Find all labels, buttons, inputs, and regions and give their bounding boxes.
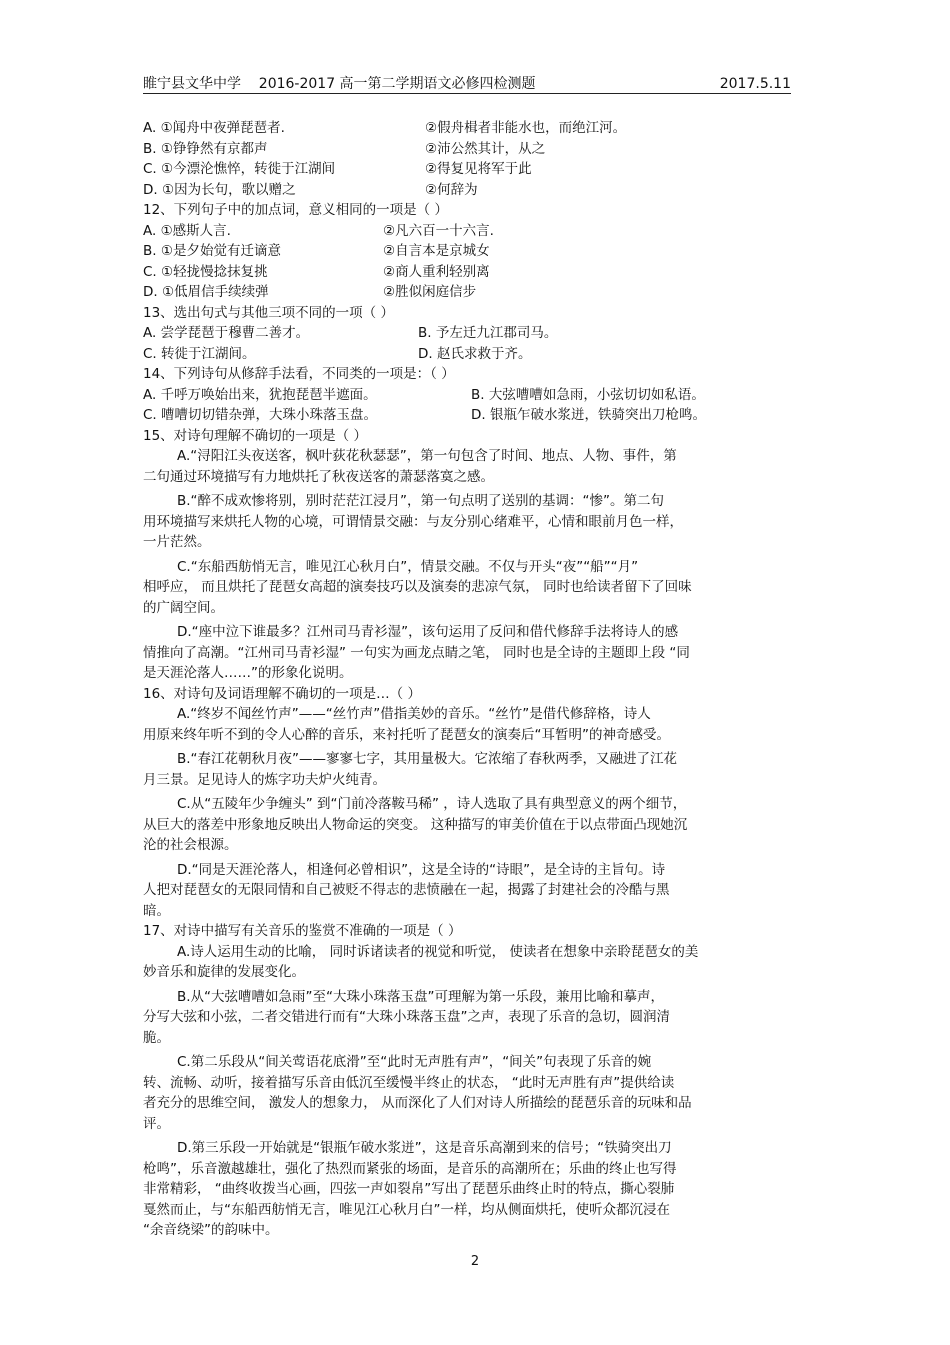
question-stem: 13、选出句式与其他三项不同的一项（ ）: [143, 304, 394, 321]
option-b-paragraph: [143, 987, 793, 1049]
option-c-paragraph: [143, 557, 793, 619]
option-c-paragraph: [143, 794, 793, 856]
question-stem: 16、对诗句及词语理解不确切的一项是…（ ）: [143, 685, 421, 702]
option-d-1: D. ①低眉信手续续弹: [143, 284, 269, 300]
text-line: D.“同是天涯沦落人，相逢何必曾相识”，这是全诗的“诗眼”，是全诗的主旨句。诗: [177, 861, 666, 878]
option-row: [143, 385, 793, 406]
text-line: A.诗人运用生动的比喻， 同时诉诸读者的视觉和听觉， 使读者在想象中亲聆琵琶女的美: [177, 943, 699, 960]
text-line: D.第三乐段一开始就是“银瓶乍破水浆迸”，这是音乐高潮到来的信号；“铁骑突出刀: [177, 1140, 672, 1156]
text-line: 一片茫然。: [143, 534, 211, 550]
option-row: [143, 139, 793, 160]
option-d: D. 赵氏求救于齐。: [418, 345, 532, 362]
option-a-2: ②凡六百一十六言.: [383, 222, 494, 239]
option-a: A. 千呼万唤始出来，犹抱琵琶半遮面。: [143, 386, 377, 403]
option-b: B. 予左迁九江郡司马。: [418, 325, 558, 341]
text-line: 转、流畅、动听，接着描写乐音由低沉至缓慢半终止的状态， “此时无声胜有声”提供给读: [143, 1074, 675, 1091]
question-12: [143, 200, 793, 303]
option-c: C. 嘈嘈切切错杂弹，大珠小珠落玉盘。: [143, 407, 378, 423]
option-row: [143, 344, 793, 365]
text-line: 用原来终年听不到的令人心醉的音乐，来衬托听了琵琶女的演奏后“耳暂明”的神奇感受。: [143, 726, 670, 743]
page-header: [143, 74, 791, 94]
option-d: D. 银瓶乍破水浆迸，铁骑突出刀枪鸣。: [471, 407, 706, 423]
option-row: [143, 118, 793, 139]
option-c-2: ②得复见将军于此: [425, 161, 532, 177]
option-a-paragraph: [143, 446, 793, 487]
text-line: 沦的社会根源。: [143, 837, 238, 853]
text-line: 暗。: [143, 902, 170, 919]
text-line: 枪鸣”，乐音激越雄壮，强化了热烈而紧张的场面，是音乐的高潮所在；乐曲的终止也写得: [143, 1160, 677, 1177]
option-b-1: B. ①铮铮然有京都声: [143, 140, 268, 157]
text-line: 月三景。足见诗人的炼字功夫炉火纯青。: [143, 771, 386, 788]
question-stem: 15、对诗句理解不确切的一项是（ ）: [143, 427, 367, 444]
option-c: C. 转徙于江湖间。: [143, 345, 256, 362]
option-b-paragraph: [143, 749, 793, 790]
option-row: [143, 405, 793, 426]
option-row: [143, 241, 793, 262]
text-line: C.第二乐段从“间关莺语花底滑”至“此时无声胜有声”，“间关”句表现了乐音的婉: [177, 1054, 652, 1070]
text-line: 非常精彩， “曲终收拨当心画，四弦一声如裂帛”写出了琵琶乐曲终止时的特点，撕心裂肺: [143, 1181, 675, 1197]
page-body: [143, 118, 793, 1241]
text-line: C.从“五陵年少争缠头” 到“门前冷落鞍马稀” ，诗人选取了具有典型意义的两个细节，: [177, 796, 687, 812]
header-date: 2017.5.11: [719, 76, 791, 92]
text-line: 情推向了高潮。“江州司马青衫湿” 一句实为画龙点睛之笔， 同时也是全诗的主题即上段 “同: [143, 644, 690, 661]
option-row: [143, 159, 793, 180]
option-b-paragraph: [143, 491, 793, 553]
text-line: A.“浔阳江头夜送客，枫叶荻花秋瑟瑟”，第一句包含了时间、地点、人物、事件，第: [177, 448, 677, 464]
option-c-1: C. ①今漂沦憔悴，转徙于江湖间: [143, 161, 336, 177]
page-number: 2: [470, 1254, 480, 1269]
question-stem: 14、下列诗句从修辞手法看，不同类的一项是：（ ）: [143, 366, 455, 382]
header-title: 睢宁县文华中学 2016-2017 高一第二学期语文必修四检测题: [143, 76, 536, 92]
text-line: 用环境描写来烘托人物的心境，可谓情景交融：与友分别心绪难平，心情和眼前月色一样，: [143, 513, 683, 530]
text-line: 戛然而止，与“东船西舫悄无言，唯见江心秋月白”一样，均从侧面烘托，使听众都沉浸在: [143, 1201, 670, 1218]
option-c-1: C. ①轻拢慢捻抹复挑: [143, 263, 268, 280]
question-17: [143, 921, 793, 1241]
option-b-2: ②沛公然其计，从之: [425, 140, 546, 157]
text-line: B.“醉不成欢惨将别，别时茫茫江浸月”，第一句点明了送别的基调：“惨”。第二句: [177, 493, 665, 509]
option-a-paragraph: [143, 942, 793, 983]
text-line: B.从“大弦嘈嘈如急雨”至“大珠小珠落玉盘”可理解为第一乐段，兼用比喻和摹声，: [177, 988, 665, 1005]
option-row: [143, 180, 793, 201]
text-line: C.“东船西舫悄无言，唯见江心秋月白”，情景交融。不仅与开头“夜”“船”“月”: [177, 558, 639, 575]
text-line: 者充分的思维空间， 激发人的想象力， 从而深化了人们对诗人所描绘的琵琶乐音的玩味和品: [143, 1095, 692, 1111]
option-d-2: ②何辞为: [425, 181, 478, 198]
text-line: B.“春江花朝秋月夜”——寥寥七字，其用量极大。它浓缩了春秋两季，又融进了江花: [177, 751, 678, 767]
text-line: 是天涯沦落人……”的形象化说明。: [143, 665, 353, 681]
option-d-paragraph: [143, 622, 793, 684]
text-line: 二句通过环境描写有力地烘托了秋夜送客的萧瑟落寞之感。: [143, 468, 494, 485]
option-a-paragraph: [143, 704, 793, 745]
question-stem: 17、对诗中描写有关音乐的鉴赏不准确的一项是（ ）: [143, 923, 462, 939]
option-d-2: ②胜似闲庭信步: [383, 284, 477, 300]
option-b-2: ②自言本是京城女: [383, 243, 490, 259]
text-line: 脆。: [143, 1029, 170, 1046]
question-stem: 12、下列句子中的加点词，意义相同的一项是（ ）: [143, 202, 448, 218]
option-row: [143, 262, 793, 283]
option-row: [143, 221, 793, 242]
text-line: 相呼应， 而且烘托了琵琶女高超的演奏技巧以及演奏的悲凉气氛， 同时也给读者留下了回味: [143, 579, 692, 595]
question-13: [143, 303, 793, 365]
option-d-paragraph: [143, 1138, 793, 1241]
text-line: D.“座中泣下谁最多？江州司马青衫湿”，该句运用了反问和借代修辞手法将诗人的感: [177, 624, 679, 640]
option-a: A. 尝学琵琶于穆曹二善才。: [143, 325, 310, 341]
option-a-1: A. ①闻舟中夜弹琵琶者.: [143, 120, 285, 136]
text-line: A.“终岁不闻丝竹声”——“丝竹声”借指美妙的音乐。“丝竹”是借代修辞格，诗人: [177, 706, 651, 722]
option-d-paragraph: [143, 860, 793, 922]
option-a-1: A. ①感斯人言.: [143, 222, 231, 239]
option-d-1: D. ①因为长句，歌以赠之: [143, 181, 296, 198]
text-line: 分写大弦和小弦，二者交错进行而有“大珠小珠落玉盘”之声，表现了乐音的急切，圆润清: [143, 1009, 670, 1025]
option-row: [143, 323, 793, 344]
question-16: [143, 684, 793, 922]
header-rule: [143, 93, 791, 94]
text-line: 人把对琵琶女的无限同情和自己被贬不得志的悲愤融在一起，揭露了封建社会的冷酷与黑: [143, 882, 670, 898]
option-c-paragraph: [143, 1052, 793, 1134]
question-15: [143, 426, 793, 684]
text-line: 评。: [143, 1115, 170, 1132]
text-line: 妙音乐和旋律的发展变化。: [143, 964, 305, 980]
question-11-options: [143, 118, 793, 200]
text-line: 从巨大的落差中形象地反映出人物命运的突变。 这种描写的审美价值在于以点带面凸现她沉: [143, 816, 688, 833]
option-b-1: B. ①是夕始觉有迁谪意: [143, 243, 281, 259]
question-14: [143, 364, 793, 426]
text-line: “余音绕梁”的韵味中。: [143, 1222, 279, 1238]
text-line: 的广阔空间。: [143, 599, 224, 616]
option-row: [143, 282, 793, 303]
option-c-2: ②商人重利轻别离: [383, 263, 490, 280]
option-a-2: ②假舟楫者非能水也，而绝江河。: [425, 120, 627, 136]
option-b: B. 大弦嘈嘈如急雨，小弦切切如私语。: [471, 386, 705, 403]
